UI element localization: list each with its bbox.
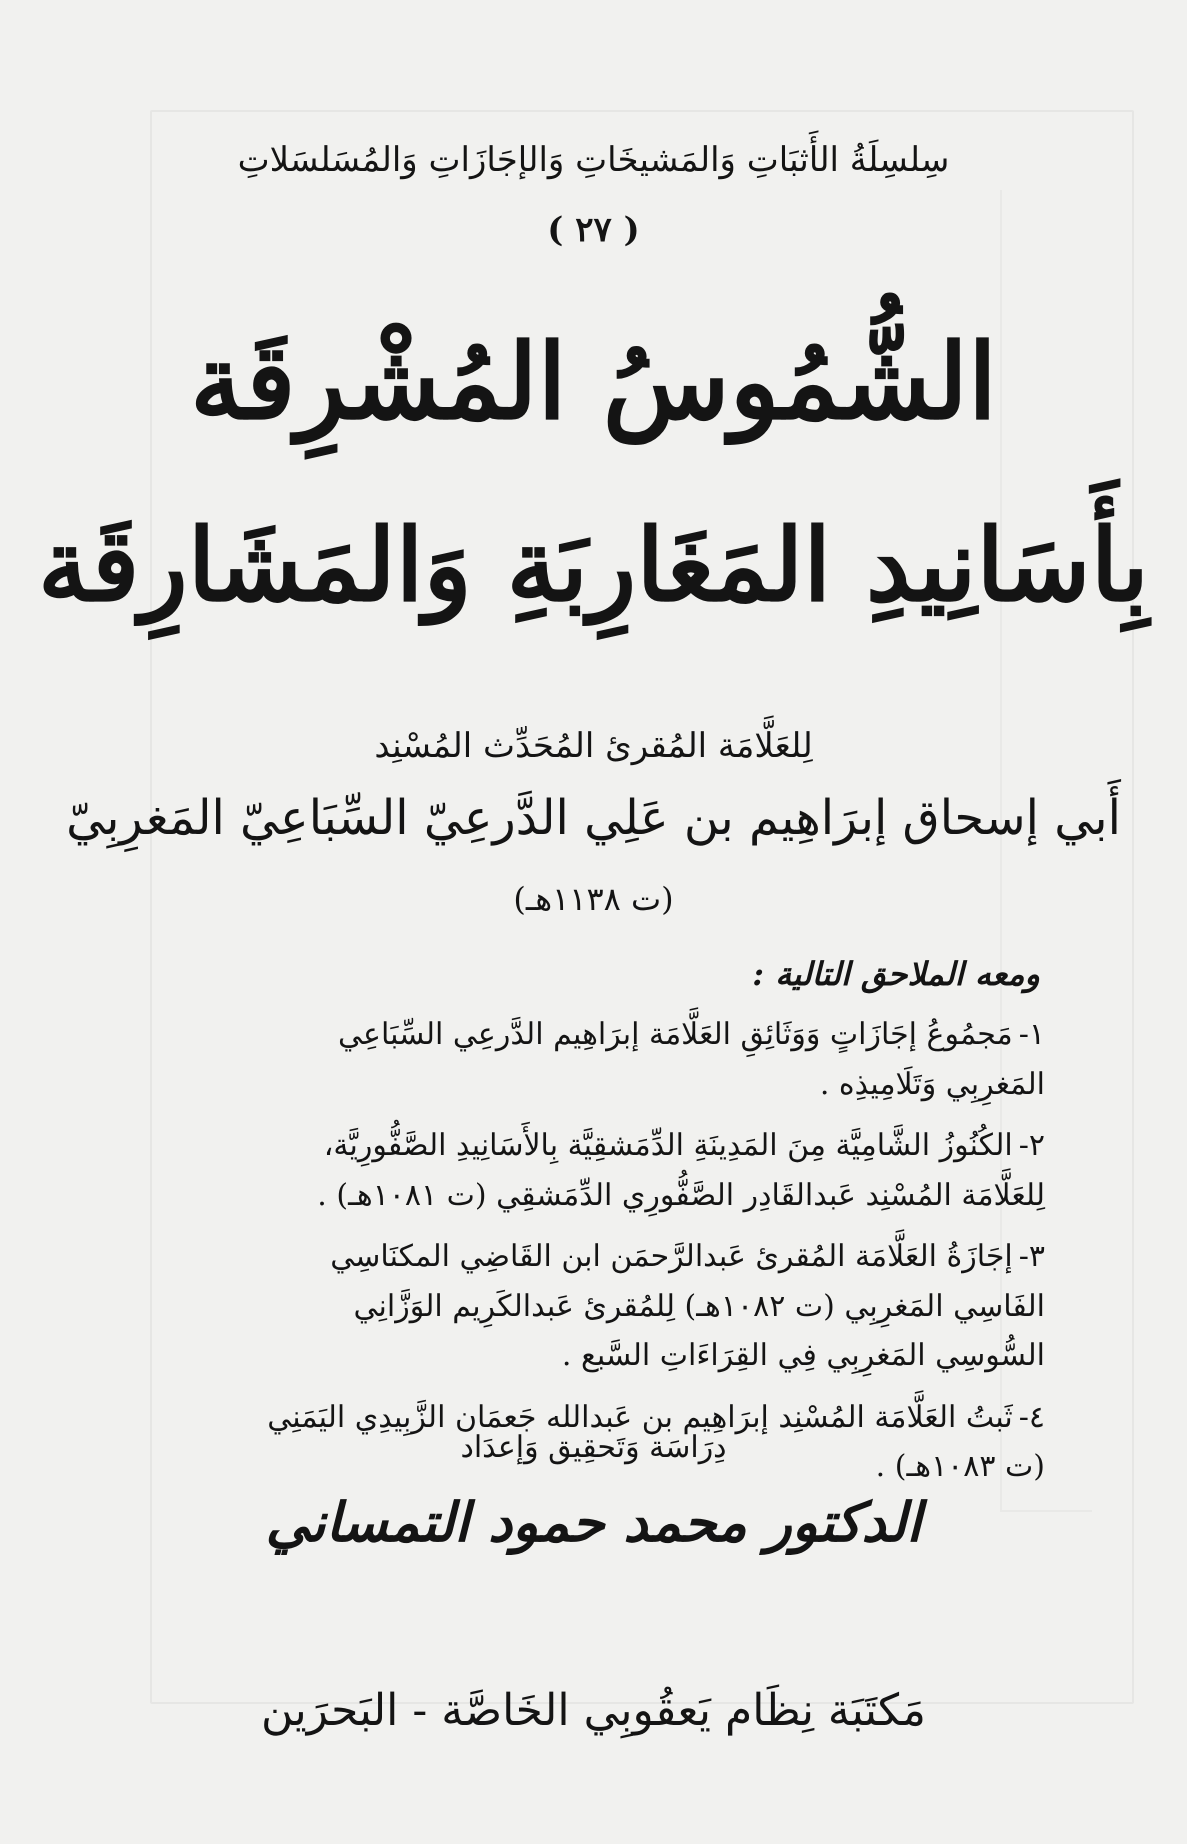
list-item-text: الكُنُوزُ الشَّامِيَّة مِنَ المَدِينَةِ الدِّمَشقِيَّة بِالأَسَانِيدِ الصَّفُّورِيَّة، لِلعَلَّامَة المُسْنِد عَبدالقَادِر الصَّفُّورِي الدِّمَشقِي (ت ١٠٨١هـ) . xyxy=(317,1128,1045,1213)
list-item xyxy=(245,1121,1045,1220)
list-item-number: ٤- xyxy=(1018,1399,1045,1435)
series-number: ( ٢٧ ) xyxy=(547,210,640,250)
author-intro: لِلعَلَّامَة المُقرئ المُحَدِّث المُسْنِد xyxy=(374,726,813,766)
list-item xyxy=(245,1232,1045,1381)
editor-name: الدكتور محمد حمود التمساني xyxy=(265,1490,922,1554)
list-item-text: ثَبتُ العَلَّامَة المُسْنِد إبرَاهِيم بن عَبدالله جَعمَان الزَّبِيدِي اليَمَنِي (ت ١٠٨٣هـ) . xyxy=(267,1399,1045,1484)
main-title-line-2: بِأَسَانِيدِ المَغَارِبَةِ وَالمَشَارِقَة xyxy=(38,506,1149,624)
main-title-line-1: الشُّمُوسُ المُشْرِقَة xyxy=(190,320,997,443)
list-item-text: مَجمُوعُ إجَازَاتٍ وَوَثَائِقِ العَلَّامَة إبرَاهِيم الدَّرعِي السِّبَاعِي المَغرِبِي وَتَلَامِيذِه . xyxy=(338,1017,1045,1102)
list-item-number: ٢- xyxy=(1018,1128,1045,1163)
appendices-heading: ومعه الملاحق التالية : xyxy=(752,955,1040,993)
list-item xyxy=(245,1010,1045,1109)
series-title: سِلسِلَةُ الأَثبَاتِ وَالمَشيخَاتِ وَالإجَازَاتِ وَالمُسَلسَلاتِ xyxy=(237,140,950,180)
publisher: مَكتَبَة نِظَام يَعقُوبِي الخَاصَّة - البَحرَين xyxy=(261,1685,926,1736)
author-name: أَبي إسحاق إبرَاهِيم بن عَلِي الدَّرعِيّ السِّبَاعِيّ المَغرِبِيّ xyxy=(66,790,1121,846)
editor-label: دِرَاسَة وَتَحقِيق وَإعدَاد xyxy=(460,1430,727,1465)
list-item-number: ٣- xyxy=(1018,1239,1045,1274)
list-item-number: ١- xyxy=(1018,1017,1045,1052)
list-item-text: إجَازَةُ العَلَّامَة المُقرئ عَبدالرَّحمَن ابن القَاضِي المكنَاسِي الفَاسِي المَغرِبِي (ت ١٠٨٢هـ) لِلمُقرئ عَبدالكَرِيم الوَزَّانِي السُّوسِي المَغرِبِي فِي القِرَاءَاتِ السَّبع . xyxy=(330,1239,1045,1373)
author-death-date: (ت ١١٣٨هـ) xyxy=(513,880,674,918)
